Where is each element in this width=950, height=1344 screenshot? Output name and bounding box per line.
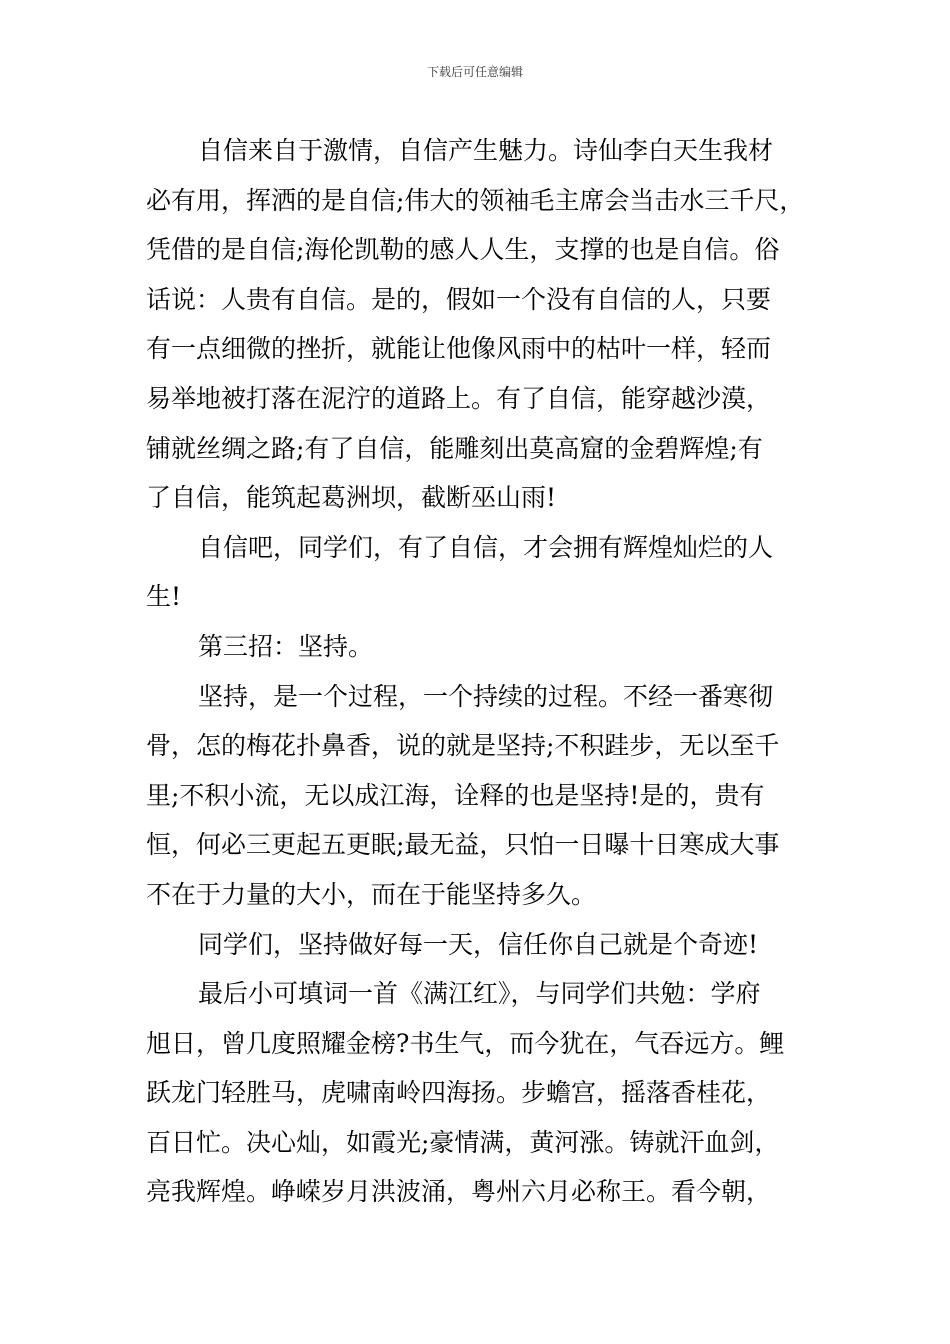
paragraph-line: 坚持，是一个过程，一个持续的过程。不经一番寒彻 [198,681,774,711]
paragraph-line: 了自信，能筑起葛洲坝，截断巫山雨! [146,483,557,513]
paragraph-line: 必有用，挥洒的是自信;伟大的领袖毛主席会当击水三千尺， [146,185,805,215]
paragraph-line: 里;不积小流，无以成江海，诠释的也是坚持!是的，贵有 [146,780,765,810]
paragraph-line: 自信来自于激情，自信产生魅力。诗仙李白天生我材 [198,136,774,165]
paragraph-line: 不在于力量的大小，而在于能坚持多久。 [146,879,597,909]
paragraph-line: 恒，何必三更起五更眠;最无益，只怕一日曝十日寒成大事 [146,830,780,860]
paragraph-line: 铺就丝绸之路;有了自信，能雕刻出莫高窟的金碧辉煌;有 [146,433,763,463]
document-body [146,126,812,1217]
paragraph-line: 最后小可填词一首《满江红》，与同学们共勉：学府 [198,979,761,1009]
paragraph-line: 旭日，曾几度照耀金榜?书生气，而今犹在，气吞远方。鲤 [146,1028,785,1058]
paragraph-line: 易举地被打落在泥泞的道路上。有了自信，能穿越沙漠， [146,383,772,413]
page-header: 下载后可任意编辑 [426,65,523,79]
paragraph-line: 亮我辉煌。峥嵘岁月洪波涌，粤州六月必称王。看今朝， [146,1177,772,1207]
paragraph-line: 有一点细微的挫折，就能让他像风雨中的枯叶一样，轻而 [146,334,772,364]
paragraph-line: 骨，怎的梅花扑鼻香，说的就是坚持;不积跬步，无以至千 [146,731,780,761]
paragraph-line: 凭借的是自信;海伦凯勒的感人人生，支撑的也是自信。俗 [146,235,780,265]
paragraph-line: 生! [146,582,182,612]
section-heading: 第三招：坚持。 [198,631,374,661]
paragraph-line: 话说：人贵有自信。是的，假如一个没有自信的人，只要 [146,284,772,314]
paragraph-line: 同学们，坚持做好每一天，信任你自己就是个奇迹! [198,929,759,959]
paragraph-line: 自信吧，同学们，有了自信，才会拥有辉煌灿烂的人 [198,532,774,562]
paragraph-line: 百日忙。决心灿，如霞光;豪情满，黄河涨。铸就汗血剑， [146,1127,780,1157]
paragraph-line: 跃龙门轻胜马，虎啸南岭四海扬。步蟾宫，摇落香桂花， [146,1078,772,1108]
